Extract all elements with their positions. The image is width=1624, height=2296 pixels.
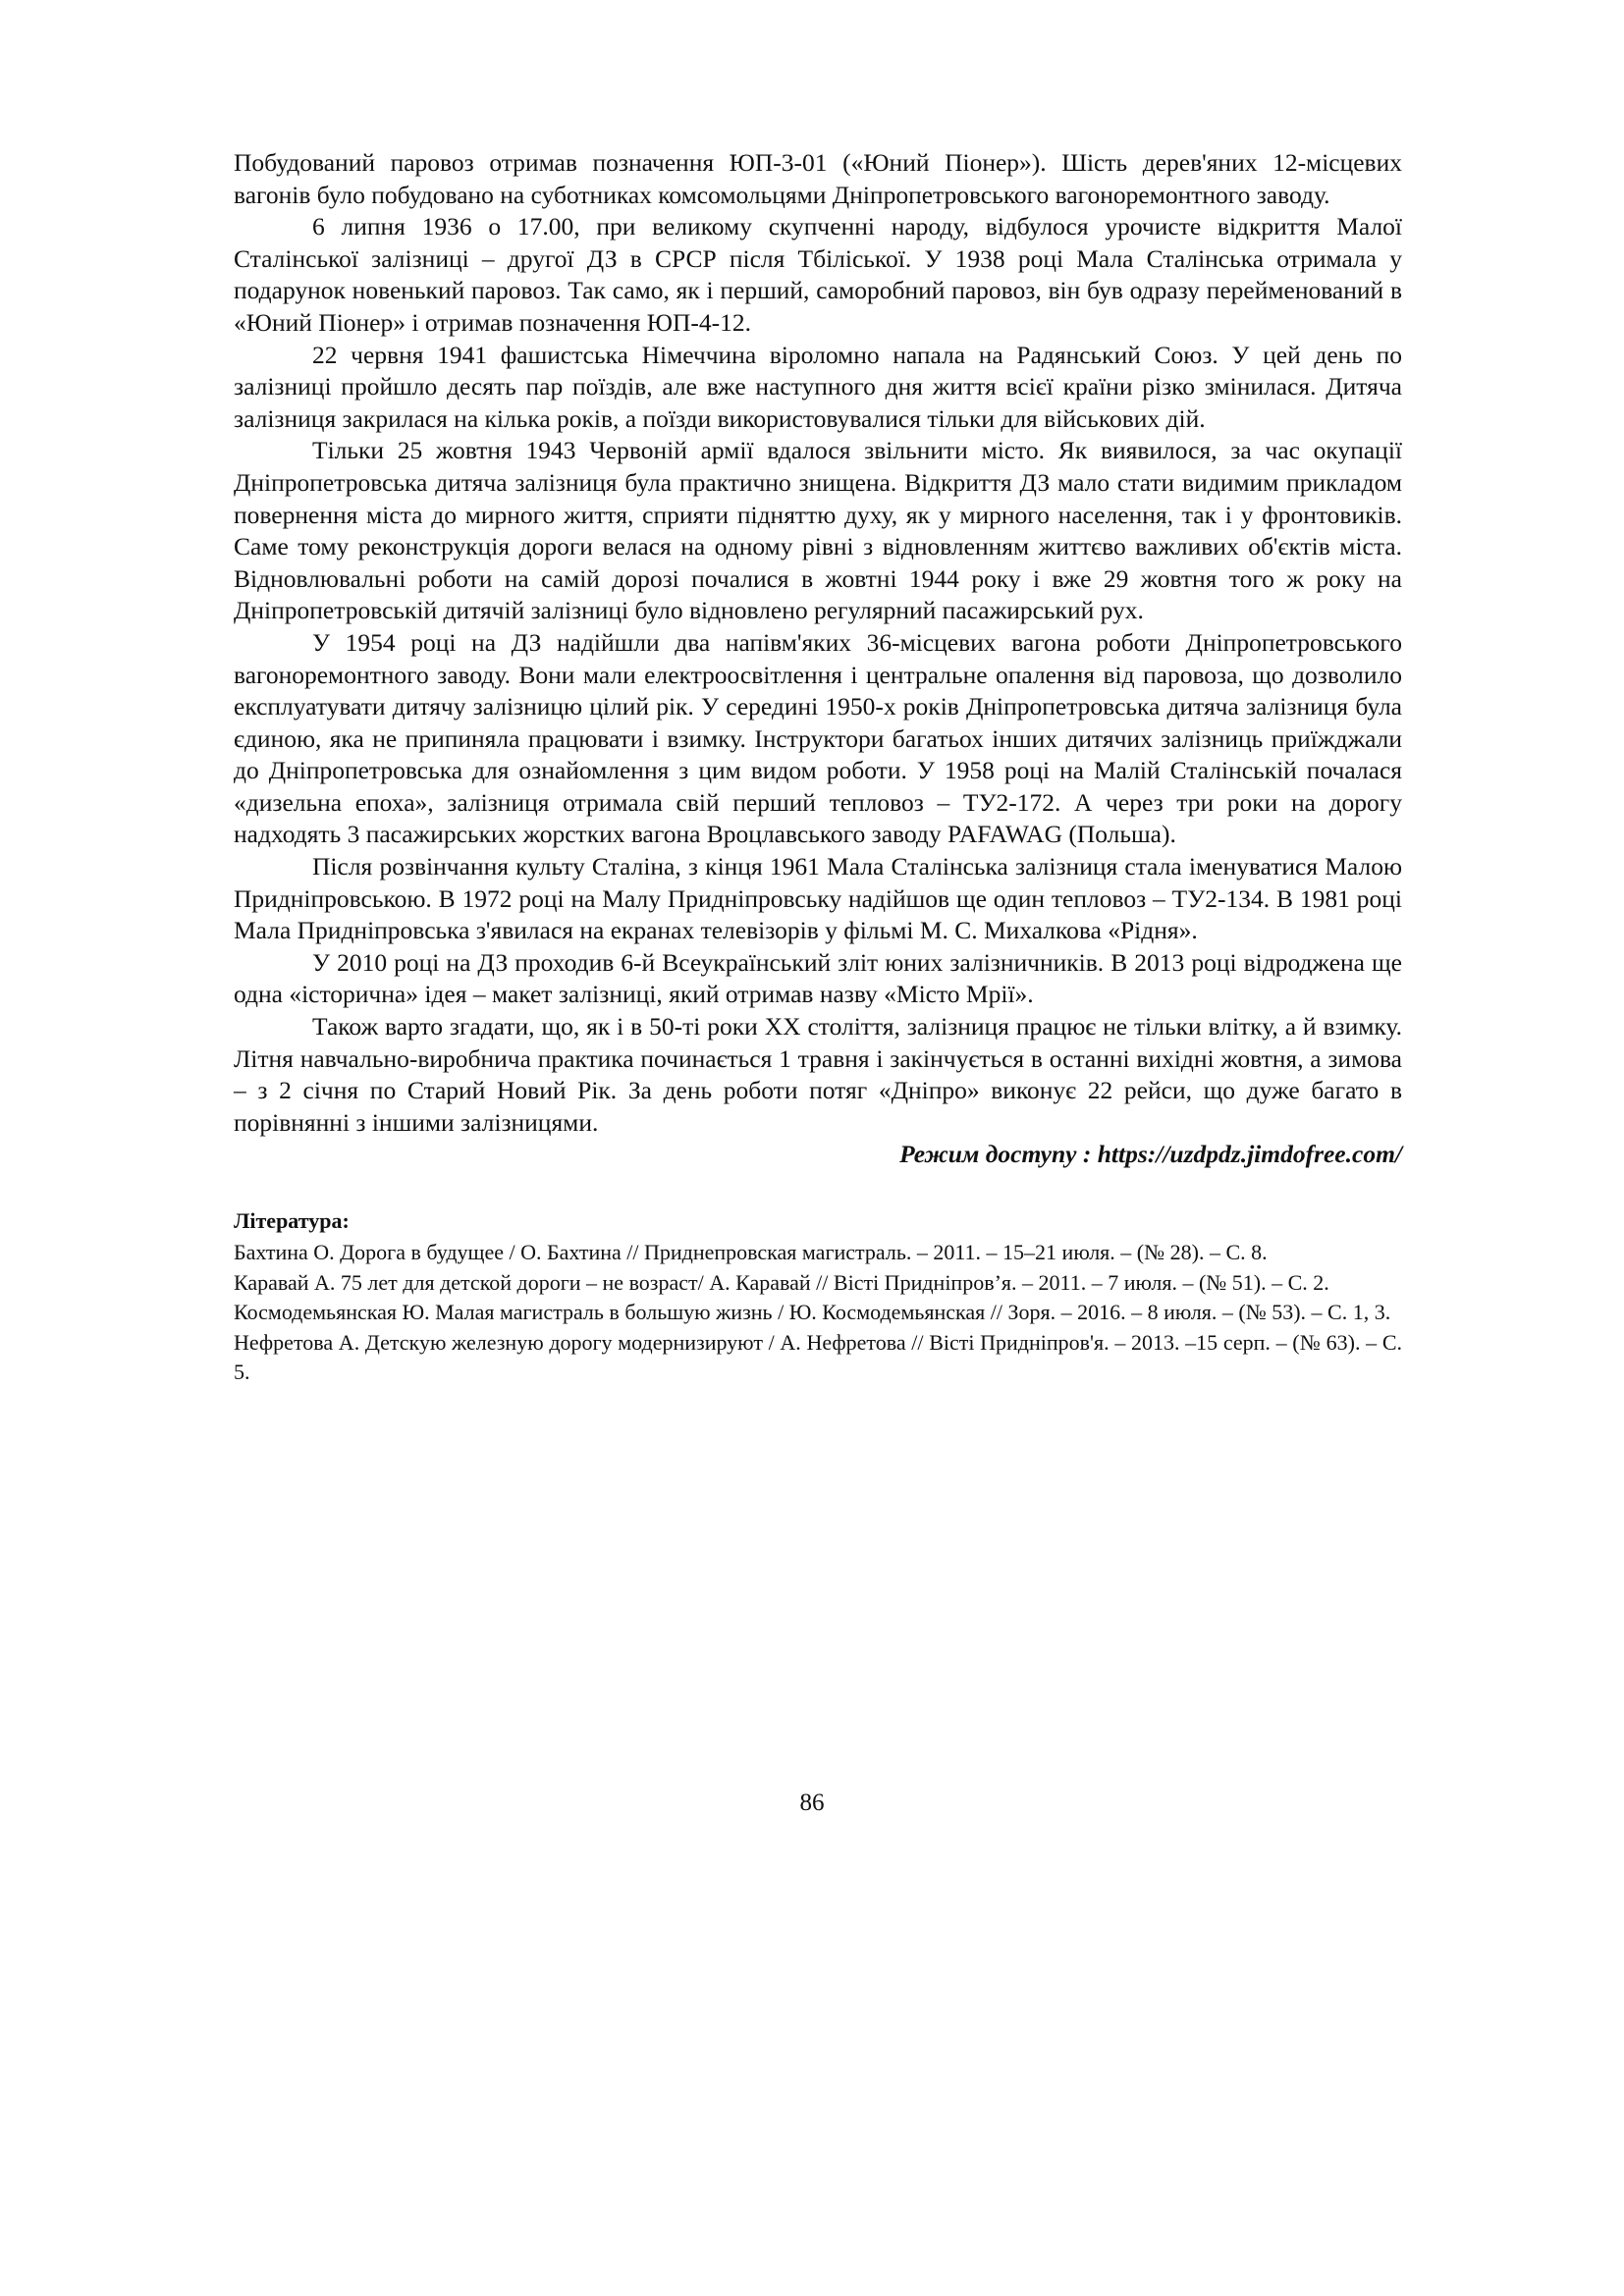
literature-item: Бахтина О. Дорога в будущее / О. Бахтина // Приднепровская магистраль. – 2011. – 15–21 июля. – (№ 28). – С. 8. bbox=[234, 1240, 1268, 1264]
paragraph-7: У 2010 році на ДЗ проходив 6-й Всеукраїнський зліт юних залізничників. В 2013 році відроджена ще одна «історична» ідея – макет залізниці, який отримав назву «Місто Мрії». bbox=[234, 947, 1402, 1009]
literature-item: Каравай А. 75 лет для детской дороги – не возраст/ А. Каравай // Вісті Придніпров’я. – 2011. – 7 июля. – (№ 51). – С. 2. bbox=[234, 1269, 1329, 1295]
paragraph-1: Побудований паровоз отримав позначення ЮП-3-01 («Юний Піонер»). Шість дерев'яних 12-місцевих вагонів було побудовано на суботниках комсомольцями Дніпропетровського вагоноремонтного заводу. bbox=[234, 148, 1402, 209]
literature-item: Космодемьянская Ю. Малая магистраль в большую жизнь / Ю. Космодемьянская // Зоря. – 2016. – 8 июля. – (№ 53). – С. 1, 3. bbox=[234, 1300, 1391, 1324]
article-body bbox=[234, 147, 1402, 1139]
paragraph-8: Також варто згадати, що, як і в 50-ті роки ХХ століття, залізниця працює не тільки влітку, а й взимку. Літня навчально-виробнича практика починається 1 травня і закінчується в останні вихідні жовтня, а зимова – з 2 січня по Старий Новий Рік. За день роботи потяг «Дніпро» виконує 22 рейси, що дуже багато в порівнянні з іншими залізницями. bbox=[234, 1012, 1402, 1137]
literature-heading: Література: bbox=[234, 1208, 350, 1233]
paragraph-2: 6 липня 1936 о 17.00, при великому скупченні народу, відбулося урочисте відкриття Малої Сталінської залізниці – другої ДЗ в СРСР після Тбіліської. У 1938 році Мала Сталінська отримала у подарунок новенький паровоз. Так само, як і перший, саморобний паровоз, він був одразу перейменований в «Юний Піонер» і отримав позначення ЮП-4-12. bbox=[234, 212, 1402, 337]
literature-list bbox=[234, 1238, 1402, 1388]
page-number: 86 bbox=[799, 1789, 825, 1816]
literature-item: Нефретова А. Детскую железную дорогу модернизируют / А. Нефретова // Вісті Придніпров'я. – 2013. –15 серп. – (№ 63). – С. 5. bbox=[234, 1329, 1402, 1384]
page-content bbox=[234, 147, 1402, 1388]
paragraph-3: 22 червня 1941 фашистська Німеччина віроломно напала на Радянський Союз. У цей день по залізниці пройшло десять пар поїздів, але вже наступного дня життя всієї країни різко змінилася. Дитяча залізниця закрилася на кілька років, а поїзди використовувалися тільки для військових дій. bbox=[234, 340, 1402, 433]
paragraph-5: У 1954 році на ДЗ надійшли два напівм'яких 36-місцевих вагона роботи Дніпропетровського вагоноремонтного заводу. Вони мали електроосвітлення і центральне опалення від паровоза, що дозволило експлуатувати дитячу залізницю цілий рік. У середині 1950-х років Дніпропетровська дитяча залізниця була єдиною, яка не припиняла працювати і взимку. Інструктори багатьох інших дитячих залізниць приїжджали до Дніпропетровська для ознайомлення з цим видом роботи. У 1958 році на Малій Сталінській почалася «дизельна епоха», залізниця отримала свій перший тепловоз – ТУ2-172. А через три роки на дорогу надходять 3 пасажирських жорстких вагона Вроцлавського заводу PAFAWAG (Польша). bbox=[234, 627, 1402, 849]
paragraph-4: Тільки 25 жовтня 1943 Червоній армії вдалося звільнити місто. Як виявилося, за час окупації Дніпропетровська дитяча залізниця була практично знищена. Відкриття ДЗ мало стати видимим прикладом повернення міста до мирного життя, сприяти підняттю духу, як у мирного населення, так і у фронтовиків. Саме тому реконструкція дороги велася на одному рівні з відновленням життєво важливих об'єктів міста. Відновлювальні роботи на самій дорозі почалися в жовтні 1944 року і вже 29 жовтня того ж року на Дніпропетровській дитячій залізниці було відновлено регулярний пасажирський рух. bbox=[234, 436, 1402, 625]
source-access-line: Режим доступу : https://uzdpdz.jimdofree.com/ bbox=[899, 1140, 1402, 1169]
paragraph-6: Після розвінчання культу Сталіна, з кінця 1961 Мала Сталінська залізниця стала іменуватися Малою Придніпровською. В 1972 році на Малу Придніпровську надійшов ще один тепловоз – ТУ2-134. В 1981 році Мала Придніпровська з'явилася на екранах телевізорів у фільмі М. С. Михалкова «Рідня». bbox=[234, 852, 1402, 945]
